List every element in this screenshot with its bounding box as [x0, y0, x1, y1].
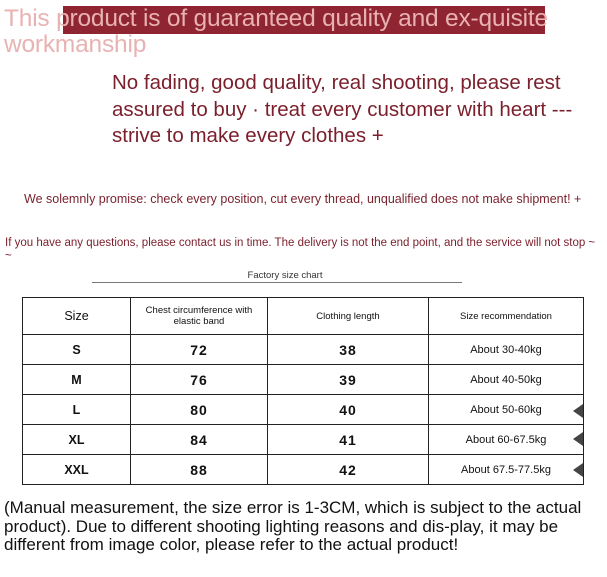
header-size: Size [23, 298, 131, 335]
quality-promise: No fading, good quality, real shooting, please rest assured to buy · treat every customer with heart --- strive to make every clothes + [112, 71, 573, 147]
chart-title-divider [92, 282, 462, 283]
page-headline: This product is of guaranteed quality and ex-quisite workmanship [4, 5, 548, 58]
table-row [23, 455, 584, 485]
size-cell: L [23, 395, 131, 425]
measurement-note: (Manual measurement, the size error is 1-3CM, which is subject to the actual product). Due to different shooting lighting reasons and dis-play, it may be different from image color, please refer to the actual product! [4, 498, 582, 554]
chest-cell: 84 [131, 425, 268, 455]
chest-cell: 76 [131, 365, 268, 395]
header-chest: Chest circumference with elastic band [131, 298, 268, 335]
table-row [23, 365, 584, 395]
left-arrow-icon [573, 404, 583, 418]
length-cell: 40 [268, 395, 429, 425]
table-header-row [23, 298, 584, 335]
left-arrow-icon [573, 463, 583, 477]
recommendation-cell: About 40-50kg [429, 365, 584, 395]
chest-cell: 88 [131, 455, 268, 485]
recommendation-cell: About 50-60kg [429, 395, 584, 425]
table-row [23, 425, 584, 455]
size-cell: S [23, 335, 131, 365]
size-table [22, 297, 584, 485]
size-cell: M [23, 365, 131, 395]
header-length: Clothing length [268, 298, 429, 335]
contact-notice: If you have any questions, please contact us in time. The delivery is not the end point, and the service will not stop ~ ~ [5, 237, 596, 262]
shipment-promise: We solemnly promise: check every position, cut every thread, unqualified does not make shipment! + [24, 192, 582, 206]
recommendation-cell: About 60-67.5kg [429, 425, 584, 455]
header-recommendation: Size recommendation [429, 298, 584, 335]
left-arrow-icon [573, 432, 583, 446]
table-row [23, 335, 584, 365]
length-cell: 38 [268, 335, 429, 365]
length-cell: 41 [268, 425, 429, 455]
size-cell: XXL [23, 455, 131, 485]
size-cell: XL [23, 425, 131, 455]
chest-cell: 72 [131, 335, 268, 365]
length-cell: 42 [268, 455, 429, 485]
chest-cell: 80 [131, 395, 268, 425]
recommendation-cell: About 67.5-77.5kg [429, 455, 584, 485]
table-row [23, 395, 584, 425]
size-chart-title: Factory size chart [247, 270, 323, 281]
length-cell: 39 [268, 365, 429, 395]
recommendation-cell: About 30-40kg [429, 335, 584, 365]
